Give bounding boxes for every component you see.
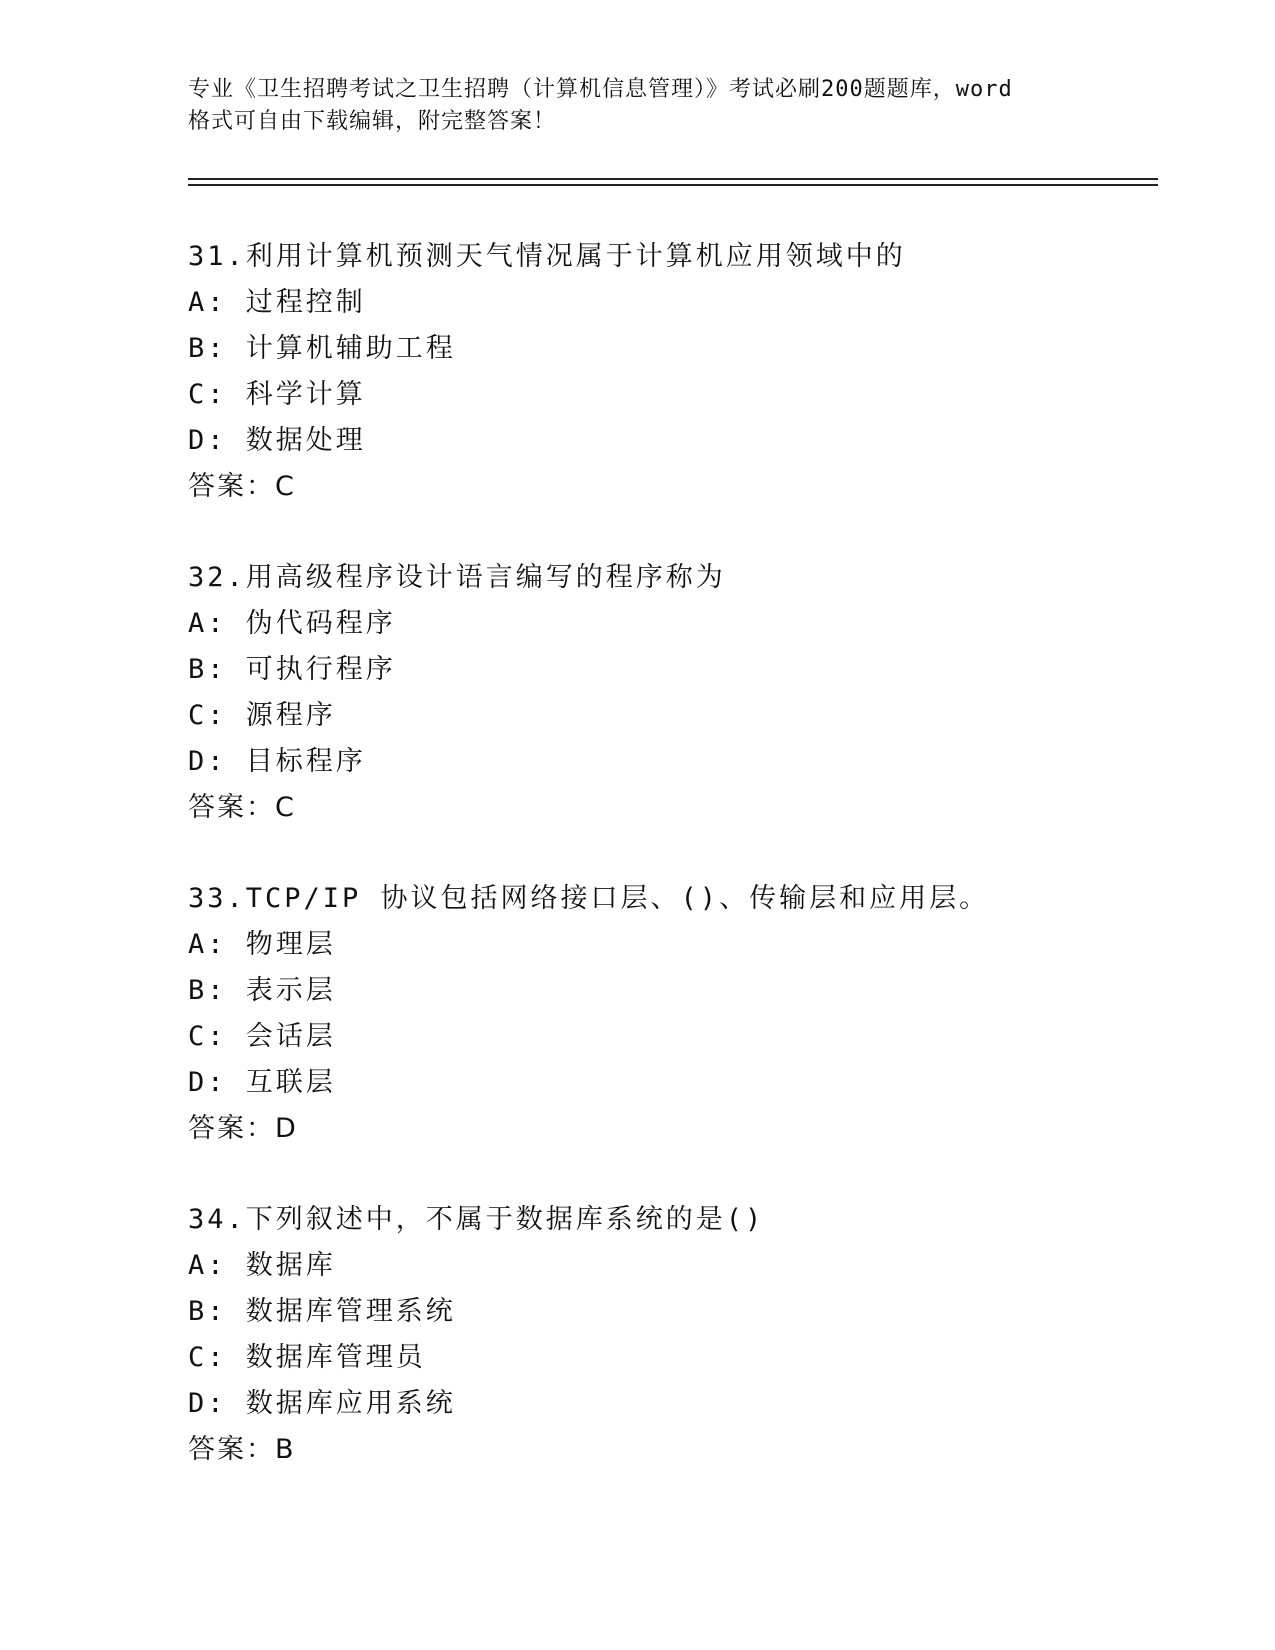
header-divider-bottom	[188, 184, 1158, 186]
document-header	[188, 74, 1088, 138]
question-32	[188, 555, 1188, 831]
option-a: A: 过程控制	[188, 287, 366, 318]
question-stem: 34.下列叙述中，不属于数据库系统的是()	[188, 1204, 765, 1235]
header-divider-top	[188, 178, 1158, 180]
question-stem: 31.利用计算机预测天气情况属于计算机应用领域中的	[188, 241, 906, 272]
answer: 答案：B	[188, 1434, 296, 1465]
question-31	[188, 234, 1188, 510]
option-c: C: 科学计算	[188, 379, 366, 410]
option-d: D: 目标程序	[188, 746, 366, 777]
option-c: C: 源程序	[188, 700, 336, 731]
option-b: B: 表示层	[188, 975, 336, 1006]
question-stem: 33.TCP/IP 协议包括网络接口层、()、传输层和应用层。	[188, 883, 990, 914]
question-34	[188, 1197, 1188, 1473]
option-c: C: 数据库管理员	[188, 1342, 426, 1373]
option-d: D: 互联层	[188, 1067, 336, 1098]
question-33	[188, 876, 1188, 1152]
option-a: A: 伪代码程序	[188, 608, 396, 639]
option-d: D: 数据库应用系统	[188, 1388, 456, 1419]
option-a: A: 物理层	[188, 929, 336, 960]
header-line-2: 格式可自由下载编辑，附完整答案！	[188, 109, 557, 134]
header-line-1: 专业《卫生招聘考试之卫生招聘（计算机信息管理）》考试必刷200题题库，word	[188, 77, 1013, 102]
option-b: B: 计算机辅助工程	[188, 333, 456, 364]
option-d: D: 数据处理	[188, 425, 366, 456]
question-stem: 32.用高级程序设计语言编写的程序称为	[188, 562, 726, 593]
option-b: B: 数据库管理系统	[188, 1296, 456, 1327]
answer: 答案：D	[188, 1113, 298, 1144]
option-a: A: 数据库	[188, 1250, 336, 1281]
option-c: C: 会话层	[188, 1021, 336, 1052]
option-b: B: 可执行程序	[188, 654, 396, 685]
answer: 答案：C	[188, 471, 296, 502]
answer: 答案：C	[188, 792, 296, 823]
